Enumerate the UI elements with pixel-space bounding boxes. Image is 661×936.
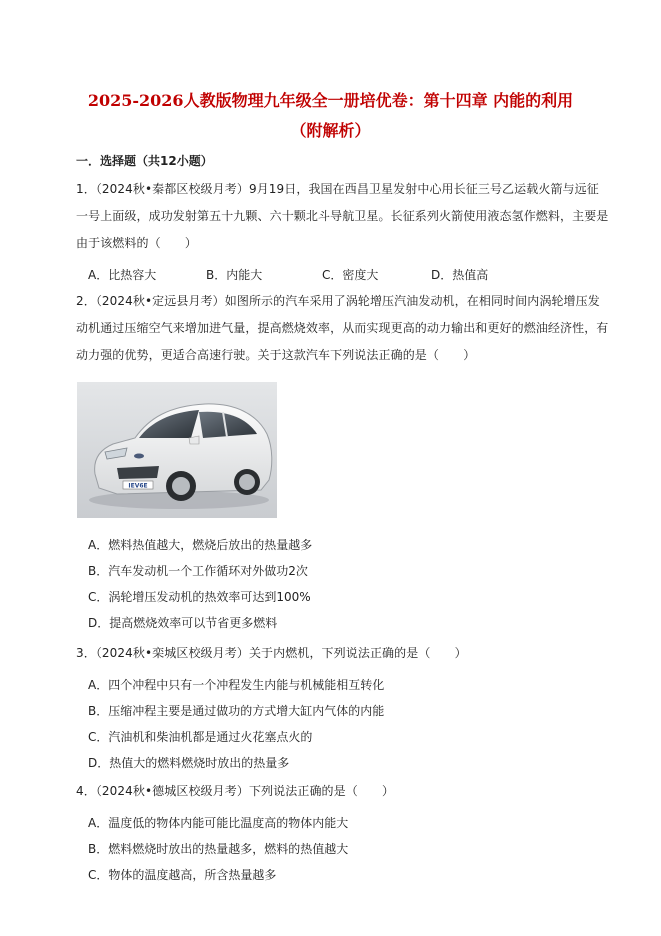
question-4-option-b: B．燃料燃烧时放出的热量越多，燃料的热值越大	[88, 842, 349, 856]
question-3-text-line-1: 3．（2024秋•栾城区校级月考）关于内燃机，下列说法正确的是（ ）	[76, 646, 467, 660]
car-image	[77, 382, 277, 518]
question-2-option-c: C．涡轮增压发动机的热效率可达到100%	[88, 590, 311, 604]
question-4-option-a: A．温度低的物体内能可能比温度高的物体内能大	[88, 816, 349, 830]
car-plate-label: IEV6E	[128, 482, 148, 490]
question-2-text-line-2: 动机通过压缩空气来增加进气量，提高燃烧效率，从而实现更高的动力输出和更好的燃油经济性，有	[76, 321, 609, 335]
question-1-text-line-2: 一号上面级，成功发射第五十九颗、六十颗北斗导航卫星。长征系列火箭使用液态氢作燃料，主要是	[76, 209, 609, 223]
question-3-option-c: C．汽油机和柴油机都是通过火花塞点火的	[88, 730, 313, 744]
question-1-text-line-3: 由于该燃料的（ ）	[76, 236, 198, 250]
question-1-text-line-1: 1．（2024秋•秦都区校级月考）9月19日，我国在西昌卫星发射中心用长征三号乙运载火箭与远征	[76, 182, 599, 196]
question-2-text-line-3: 动力强的优势，更适合高速行驶。关于这款汽车下列说法正确的是（ ）	[76, 348, 476, 362]
section-heading: 一．选择题（共12小题）	[76, 154, 213, 168]
question-4-text-line-1: 4．（2024秋•德城区校级月考）下列说法正确的是（ ）	[76, 784, 395, 798]
question-2-option-b: B．汽车发动机一个工作循环对外做功2次	[88, 564, 308, 578]
question-4-option-c: C．物体的温度越高，所含热量越多	[88, 868, 277, 882]
question-3-option-d: D．热值大的燃料燃烧时放出的热量多	[88, 756, 290, 770]
question-3-option-b: B．压缩冲程主要是通过做功的方式增大缸内气体的内能	[88, 704, 385, 718]
question-1-option-d: D．热值高	[431, 268, 489, 282]
question-1-option-a: A．比热容大	[88, 268, 157, 282]
question-1-option-b: B．内能大	[206, 268, 263, 282]
question-1-option-c: C．密度大	[322, 268, 379, 282]
page-subtitle: （附解析）	[290, 121, 371, 140]
question-3-option-a: A．四个冲程中只有一个冲程发生内能与机械能相互转化	[88, 678, 385, 692]
page-title: 2025-2026人教版物理九年级全一册培优卷：第十四章 内能的利用	[87, 91, 574, 110]
question-2-option-d: D．提高燃烧效率可以节省更多燃料	[88, 616, 278, 630]
question-2-option-a: A．燃料热值越大，燃烧后放出的热量越多	[88, 538, 313, 552]
question-2-text-line-1: 2．（2024秋•定远县月考）如图所示的汽车采用了涡轮增压汽油发动机，在相同时间内涡轮增压发	[76, 294, 600, 308]
